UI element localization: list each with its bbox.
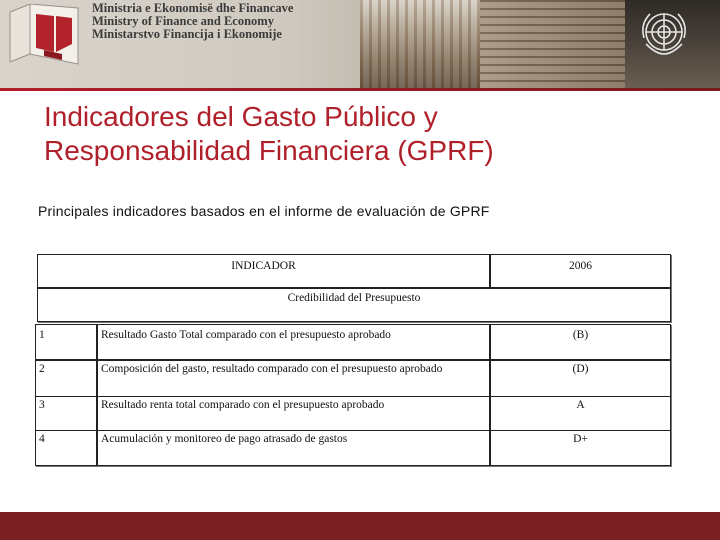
slide-subtitle: Principales indicadores basados en el informe de evaluación de GPRF [38, 203, 490, 219]
banner-photo-building [480, 0, 625, 88]
table-section-row [37, 288, 671, 322]
ministry-name-block [92, 2, 293, 41]
table-row-1-score [490, 324, 671, 360]
table-row-1-num [35, 324, 97, 360]
header-banner [0, 0, 720, 88]
table-row-4-num [35, 430, 97, 466]
table-row-4-indicator [97, 430, 490, 466]
table-row-3-num [35, 396, 97, 432]
table-row-3-indicator [97, 396, 490, 432]
table-header-indicator [37, 254, 490, 288]
section-label: Credibilidad del Presupuesto [287, 292, 421, 304]
slide-title-line-2: Responsabilidad Financiera (GPRF) [44, 135, 494, 166]
table-row-4-score [490, 430, 671, 466]
row-number: 1 [39, 329, 45, 341]
row-score: D+ [573, 433, 588, 445]
row-indicator: Acumulación y monitoreo de pago atrasado de gastos [101, 433, 348, 445]
row-indicator: Composición del gasto, resultado comparado con el presupuesto aprobado [101, 363, 443, 375]
row-score: (D) [572, 363, 589, 375]
table-header-year [490, 254, 671, 288]
row-indicator: Resultado Gasto Total comparado con el presupuesto aprobado [101, 329, 391, 341]
footer-bar [0, 512, 720, 540]
table-row-3-score [490, 396, 671, 432]
row-number: 4 [39, 433, 45, 445]
row-indicator: Resultado renta total comparado con el presupuesto aprobado [101, 399, 385, 411]
row-number: 3 [39, 399, 45, 411]
header-year-label: 2006 [569, 260, 592, 272]
ministry-name-english: Ministry of Finance and Economy [92, 14, 274, 28]
row-score: A [576, 399, 585, 411]
ministry-name-serbian: Ministarstvo Financija i Ekonomije [92, 27, 282, 41]
row-score: (B) [572, 329, 589, 341]
slide-title [44, 100, 684, 168]
header-accent-line [0, 88, 720, 91]
row-number: 2 [39, 363, 45, 375]
table-row-2-score [490, 360, 671, 398]
ministry-name-albanian: Ministria e Ekonomisë dhe Financave [92, 1, 294, 15]
table-row-2-num [35, 360, 97, 398]
ministry-logo-icon [6, 4, 82, 68]
slide-title-line-1: Indicadores del Gasto Público y [44, 101, 438, 132]
table-row-1-indicator [97, 324, 490, 360]
un-emblem-icon [636, 4, 692, 60]
header-indicator-label: INDICADOR [231, 260, 296, 272]
table-row-2-indicator [97, 360, 490, 398]
